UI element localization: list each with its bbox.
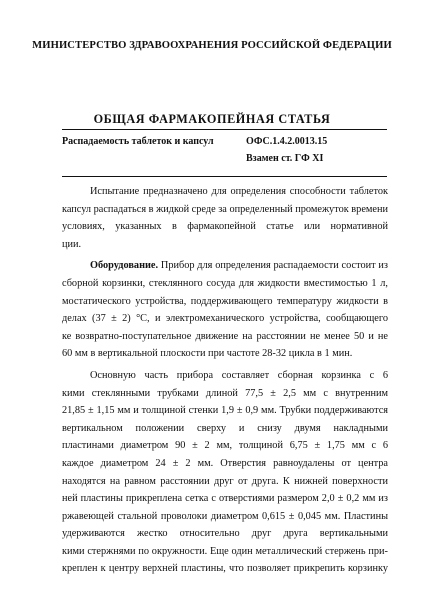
text-line: условиях, указанных в фармакопейной статье или нормативной bbox=[62, 221, 388, 233]
text-line: креплен к центру верхней пластины, что позволяет прикрепить корзинку bbox=[62, 563, 388, 575]
equipment-label: Оборудование. bbox=[90, 260, 159, 272]
article-name: Распадаемость таблеток и капсул bbox=[62, 136, 214, 147]
text-line: 21,85 ± 1,15 мм и толщиной стенки 1,9 ± 0,9 мм. Трубки поддерживаются bbox=[62, 405, 388, 417]
text-line: каждое диаметром 24 ± 2 мм. Отверстия равноудалены от центра bbox=[62, 457, 388, 469]
text-line: ржавеющей стальной проволоки диаметром 0,615 ± 0,045 мм. Пластины bbox=[62, 510, 388, 522]
article-code: ОФС.1.4.2.0013.15 bbox=[246, 136, 328, 147]
text-line: вертикальном положении сверху и снизу двумя накладными bbox=[62, 422, 388, 434]
header-rule-top bbox=[62, 129, 387, 130]
text-line: капсул распадаться в жидкой среде за определенный промежуток времени bbox=[62, 203, 388, 215]
text-line: пластинами диаметром 90 ± 2 мм, толщиной 6,75 ± 1,75 мм с 6 bbox=[62, 440, 388, 452]
text-line: Основную часть прибора составляет сборная корзинка с 6 bbox=[90, 369, 388, 381]
text-line: удерживаются жестко относительно друг друга вертикальными bbox=[62, 528, 388, 540]
ministry-heading: МИНИСТЕРСТВО ЗДРАВООХРАНЕНИЯ РОССИЙСКОЙ ФЕДЕРАЦИИ bbox=[32, 40, 392, 51]
text-line: находятся на равном расстоянии друг от друга. К нижней поверхности bbox=[62, 475, 388, 487]
paragraph-equipment bbox=[62, 257, 388, 363]
text-line: ке возвратно-поступательное движение на расстоянии не менее 50 и не bbox=[62, 330, 388, 342]
text-line: 60 мм в вертикальной плоскости при частоте 28-32 цикла в 1 мин. bbox=[62, 348, 353, 360]
text-line: ней пластины прикреплена сетка с отверстиями размером 2,0 ± 0,2 мм из bbox=[62, 493, 388, 505]
replaces-note: Взамен ст. ГФ XI bbox=[246, 153, 324, 164]
header-rule-bottom bbox=[62, 176, 387, 177]
paragraph-purpose bbox=[62, 183, 388, 253]
equipment-text: Прибор для определения распадаемости состоит из bbox=[158, 260, 388, 272]
text-line: сборной корзинки, стеклянного сосуда для жидкости вместимостью 1 л, bbox=[62, 277, 388, 289]
article-title: ОБЩАЯ ФАРМАКОПЕЙНАЯ СТАТЬЯ bbox=[93, 112, 331, 126]
text-line: кими стеклянными трубками длиной 77,5 ± 2,5 мм с внутренним bbox=[62, 387, 388, 399]
paragraph-basket bbox=[62, 367, 388, 578]
text-line: мостатического устройства, поддерживающего температуру жидкости в bbox=[62, 295, 388, 307]
text-line: кими стержнями по окружности. Еще один металлический стержень при- bbox=[62, 545, 388, 557]
article-body bbox=[62, 183, 388, 578]
text-line: ции. bbox=[62, 238, 82, 250]
text-line: Испытание предназначено для определения способности таблеток bbox=[90, 186, 388, 197]
text-line: делах (37 ± 2) °С, и электромеханического устройства, сообщающего bbox=[62, 313, 388, 325]
text-line bbox=[62, 257, 388, 275]
